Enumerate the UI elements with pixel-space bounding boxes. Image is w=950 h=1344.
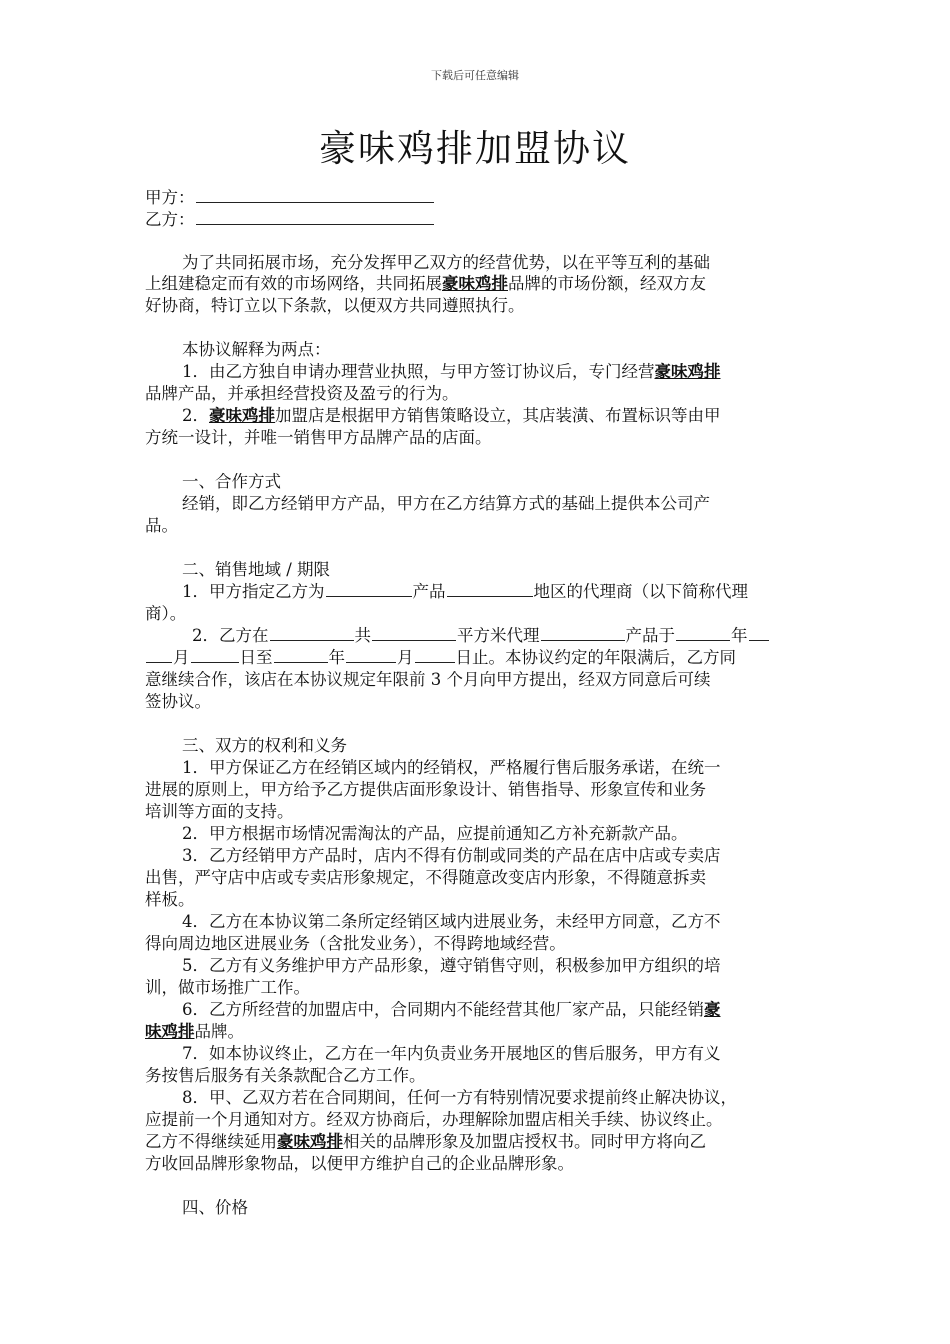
text: 地区的代理商（以下简称代理 [533,582,748,601]
text: 年 [731,626,748,645]
brand-name: 豪味鸡排 [442,274,508,293]
brand-name: 豪味鸡排 [654,362,721,381]
paragraph-line [182,582,748,602]
paragraph-line: 品牌产品，并承担经营投资及盈亏的行为。 [145,384,459,403]
paragraph-line: 1．甲方保证乙方在经销区域内的经销权，严格履行售后服务承诺，在统一 [182,758,721,777]
paragraph-line: 5．乙方有义务维护甲方产品形象，遵守销售守则，积极参加甲方组织的培 [182,956,721,975]
text: 月 [173,648,190,667]
paragraph-line: 培训等方面的支持。 [145,802,294,821]
paragraph-line: 3．乙方经销甲方产品时，店内不得有仿制或同类的产品在店中店或专卖店 [182,846,721,865]
paragraph-line [145,1132,706,1152]
text: 年 [328,648,345,667]
paragraph-line: 出售，严守店中店或专卖店形象规定，不得随意改变店内形象，不得随意拆卖 [145,868,706,887]
paragraph-line: 签协议。 [145,692,211,711]
brand-name: 豪味鸡排 [209,406,275,425]
party-b-label: 乙方： [145,210,195,229]
paragraph-line: 经销，即乙方经销甲方产品，甲方在乙方结算方式的基础上提供本公司产 [182,494,710,513]
text: 乙方不得继续延用 [145,1132,277,1151]
paragraph-line: 8．甲、乙双方若在合同期间，任何一方有特别情况要求提前终止解决协议， [182,1088,737,1107]
document-title: 豪味鸡排加盟协议 [319,127,631,170]
blank-field [146,648,172,663]
blank-field [326,582,412,597]
paragraph-line [182,1000,721,1020]
paragraph-line [145,1022,244,1042]
paragraph-line [182,362,721,382]
party-a-line [145,188,435,208]
text: 月 [397,648,414,667]
party-b-blank [196,210,434,225]
paragraph-line [145,274,706,294]
paragraph-line: 得向周边地区进展业务（含批发业务），不得跨地域经营。 [145,934,566,953]
text: 上组建稳定而有效的市场网络，共同拓展 [145,274,442,293]
text: 1．甲方指定乙方为 [182,582,325,601]
paragraph-line: 4．乙方在本协议第二条所定经销区域内进展业务，未经甲方同意，乙方不 [182,912,721,931]
text: 产品 [412,582,446,601]
text: 日至 [239,648,273,667]
brand-name: 豪味鸡排 [277,1132,343,1151]
intro-line: 本协议解释为两点： [182,340,331,359]
text: 2． [182,406,209,425]
paragraph-line: 进展的原则上，甲方给予乙方提供店面形象设计、销售指导、形象宣传和业务 [145,780,706,799]
paragraph-line [145,648,736,668]
paragraph-line: 务按售后服务有关条款配合乙方工作。 [145,1066,426,1085]
text: 加盟店是根据甲方销售策略设立，其店装潢、布置标识等由甲 [275,406,721,425]
paragraph-line: 商）。 [145,604,187,623]
blank-field [541,626,625,641]
paragraph-line [192,626,770,646]
blank-field [676,626,730,641]
section-heading: 四、价格 [182,1198,248,1217]
paragraph-line: 品。 [145,516,178,535]
text: 1．由乙方独自申请办理营业执照，与甲方签订协议后，专门经营 [182,362,655,381]
section-heading: 一、合作方式 [182,472,281,491]
section-heading: 二、销售地域 / 期限 [182,560,331,579]
paragraph-line: 应提前一个月通知对方。经双方协商后，办理解除加盟店相关手续、协议终止。 [145,1110,723,1129]
party-b-line [145,210,435,230]
text: 日止。本协议约定的年限满后，乙方同 [455,648,736,667]
paragraph-line: 方统一设计，并唯一销售甲方品牌产品的店面。 [145,428,492,447]
text: 相关的品牌形象及加盟店授权书。同时甲方将向乙 [343,1132,706,1151]
text: 6．乙方所经营的加盟店中，合同期内不能经营其他厂家产品，只能经销 [182,1000,704,1019]
paragraph-line: 方收回品牌形象物品，以便甲方维护自己的企业品牌形象。 [145,1154,574,1173]
section-heading: 三、双方的权利和义务 [182,736,347,755]
paragraph-line: 7．如本协议终止，乙方在一年内负责业务开展地区的售后服务，甲方有义 [182,1044,721,1063]
blank-field [270,626,354,641]
paragraph-line: 意继续合作，该店在本协议规定年限前 3 个月向甲方提出，经双方同意后可续 [145,670,711,689]
paragraph-line: 训，做市场推广工作。 [145,978,310,997]
text: 品牌。 [194,1022,244,1041]
text: 产品于 [625,626,675,645]
paragraph-line [182,406,721,426]
brand-name: 豪 [704,1000,721,1019]
blank-field [749,626,769,641]
paragraph-line: 2．甲方根据市场情况需淘汰的产品，应提前通知乙方补充新款产品。 [182,824,688,843]
blank-field [191,648,239,663]
blank-field [415,648,455,663]
header-note: 下载后可任意编辑 [431,69,519,82]
text: 品牌的市场份额，经双方友 [508,274,706,293]
paragraph-line: 好协商，特订立以下条款，以便双方共同遵照执行。 [145,296,525,315]
text: 平方米代理 [457,626,540,645]
paragraph-line: 为了共同拓展市场，充分发挥甲乙双方的经营优势，以在平等互利的基础 [182,253,710,272]
party-a-blank [196,188,434,203]
text: 2．乙方在 [192,626,269,645]
brand-name: 味鸡排 [145,1022,195,1041]
blank-field [274,648,328,663]
text: 共 [354,626,371,645]
party-a-label: 甲方： [145,188,195,207]
paragraph-line: 样板。 [145,890,195,909]
blank-field [447,582,533,597]
blank-field [346,648,396,663]
blank-field [372,626,456,641]
